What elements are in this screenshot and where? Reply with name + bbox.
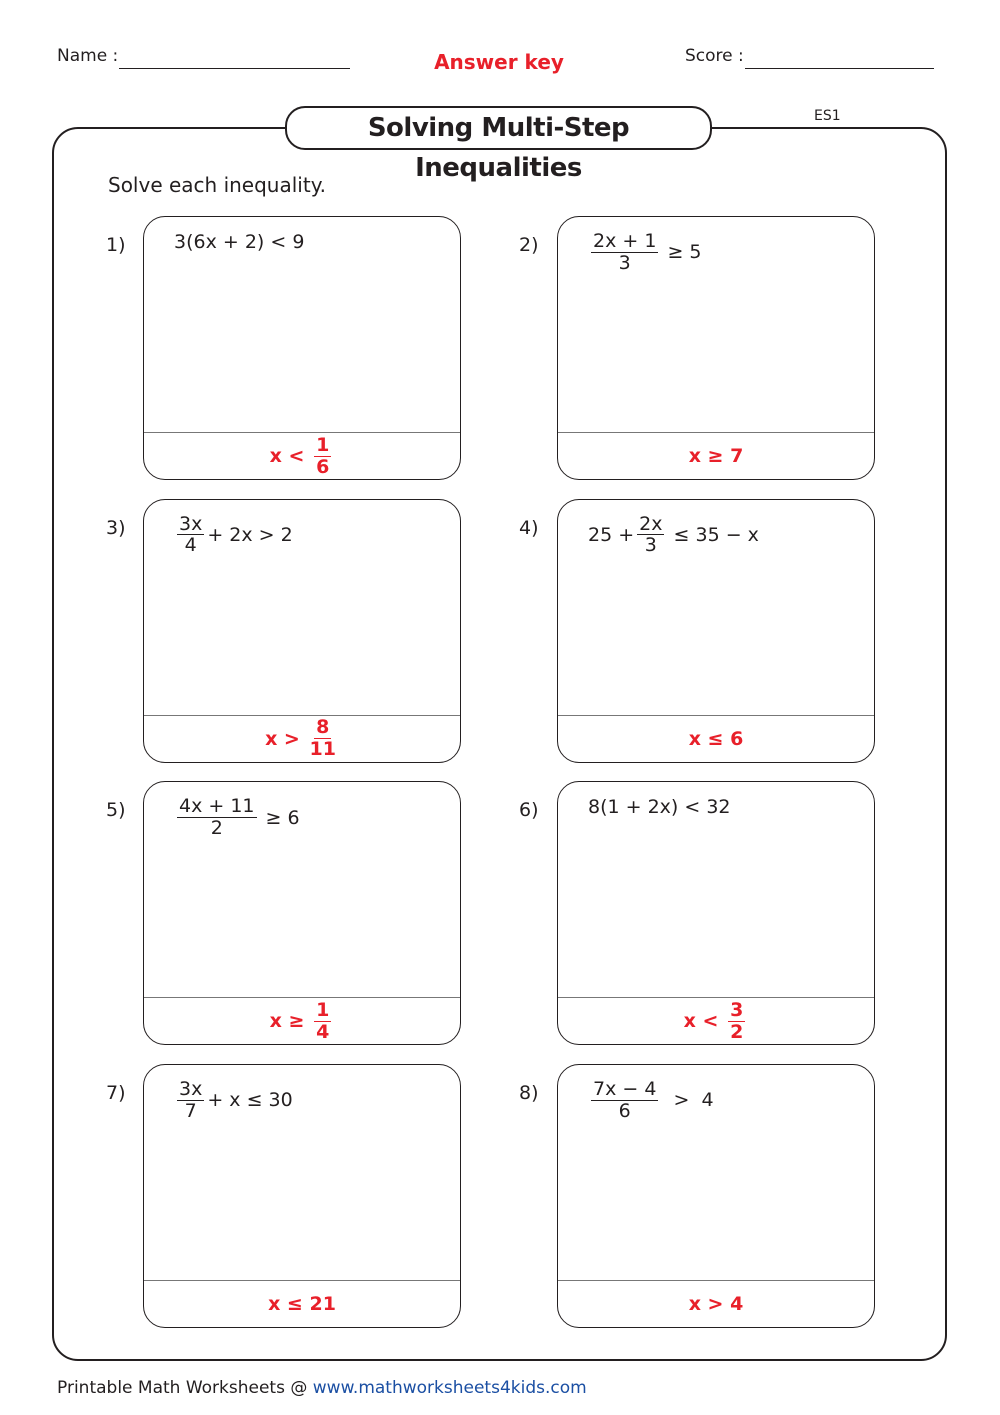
instructions: Solve each inequality. [108, 173, 327, 197]
name-field[interactable] [119, 68, 350, 69]
numerator: 4x + 11 [179, 795, 255, 818]
expr-text: ≥ 5 [661, 241, 702, 264]
expr-text: 3(6x + 2) < 9 [174, 231, 305, 253]
numerator: 2x [639, 512, 663, 535]
score-field[interactable] [745, 68, 934, 69]
numerator: 2x + 1 [593, 230, 657, 252]
numerator: 8 [316, 716, 330, 739]
name-label: Name : [57, 46, 119, 66]
denominator: 4 [184, 534, 197, 557]
numerator: 7x − 4 [593, 1077, 657, 1100]
footer [57, 1378, 587, 1398]
fraction [591, 1079, 658, 1122]
problem-number: 7) [106, 1081, 126, 1104]
expr-text: > 4 [661, 1089, 714, 1112]
denominator: 11 [309, 738, 336, 761]
expr-text: x ≥ [269, 1010, 312, 1033]
problem-expression [588, 796, 731, 818]
problem-box [143, 499, 461, 763]
denominator: 3 [644, 534, 657, 557]
expr-text: 25 + [588, 523, 635, 546]
footer-link[interactable]: www.mathworksheets4kids.com [312, 1378, 587, 1398]
problem-expression [174, 1079, 293, 1122]
problem-expression [174, 796, 300, 839]
answer [144, 998, 460, 1044]
answer [144, 433, 460, 479]
problem-expression [588, 1079, 714, 1122]
problem-box [557, 1064, 875, 1328]
fraction [728, 1000, 745, 1043]
answer [558, 1281, 874, 1327]
expr-text: x < [683, 1010, 726, 1033]
numerator: 1 [316, 433, 330, 456]
problem-number: 5) [106, 799, 126, 822]
problem-number: 3) [106, 516, 126, 539]
numerator: 1 [316, 998, 330, 1021]
problem-expression [174, 514, 293, 557]
fraction [314, 1000, 331, 1043]
expr-text: 8(1 + 2x) < 32 [588, 796, 731, 819]
expr-text: x < [269, 445, 312, 467]
fraction [309, 717, 335, 760]
problem-number: 8) [519, 1081, 539, 1104]
problem-box [557, 216, 875, 480]
expr-text: + x ≤ 30 [207, 1089, 293, 1112]
answer [558, 716, 874, 762]
problem-number: 6) [519, 799, 539, 822]
denominator: 3 [618, 251, 631, 274]
denominator: 2 [730, 1020, 744, 1043]
denominator: 2 [210, 817, 223, 840]
problem-box [143, 1064, 461, 1328]
fraction [177, 514, 204, 557]
expr-text: x > [265, 727, 307, 750]
expr-text: x ≤ 21 [268, 1292, 336, 1315]
problem-box [557, 781, 875, 1045]
expr-text: ≥ 6 [259, 806, 300, 829]
expr-text: x ≤ 6 [688, 727, 744, 750]
fraction [177, 1079, 204, 1122]
score-label: Score : [685, 46, 744, 66]
numerator: 3 [730, 998, 744, 1021]
footer-text: Printable Math Worksheets @ [57, 1378, 313, 1398]
problem-expression [174, 231, 304, 253]
denominator: 4 [316, 1020, 330, 1043]
problem-box [143, 216, 461, 480]
fraction [177, 796, 257, 839]
problem-number: 2) [519, 234, 539, 256]
denominator: 6 [316, 455, 330, 478]
fraction [591, 231, 658, 274]
answer-key-label: Answer key [434, 50, 564, 74]
expr-text: + 2x > 2 [207, 523, 293, 546]
numerator: 3x [179, 512, 203, 535]
denominator: 7 [184, 1099, 197, 1122]
problem-number: 4) [519, 516, 539, 539]
problem-number: 1) [106, 234, 126, 256]
worksheet-title: Solving Multi-Step Inequalities [285, 106, 712, 150]
fraction [314, 435, 331, 478]
problem-expression [588, 514, 759, 557]
problem-expression [588, 231, 702, 274]
expr-text: x > 4 [688, 1292, 744, 1315]
answer [558, 998, 874, 1044]
expr-text: ≤ 35 − x [667, 523, 759, 546]
denominator: 6 [618, 1099, 631, 1122]
problem-box [557, 499, 875, 763]
problem-box [143, 781, 461, 1045]
expr-text: x ≥ 7 [688, 445, 744, 467]
worksheet-code: ES1 [814, 108, 841, 124]
fraction [637, 514, 664, 557]
answer [558, 433, 874, 479]
numerator: 3x [179, 1077, 203, 1100]
answer [144, 716, 460, 762]
answer [144, 1281, 460, 1327]
